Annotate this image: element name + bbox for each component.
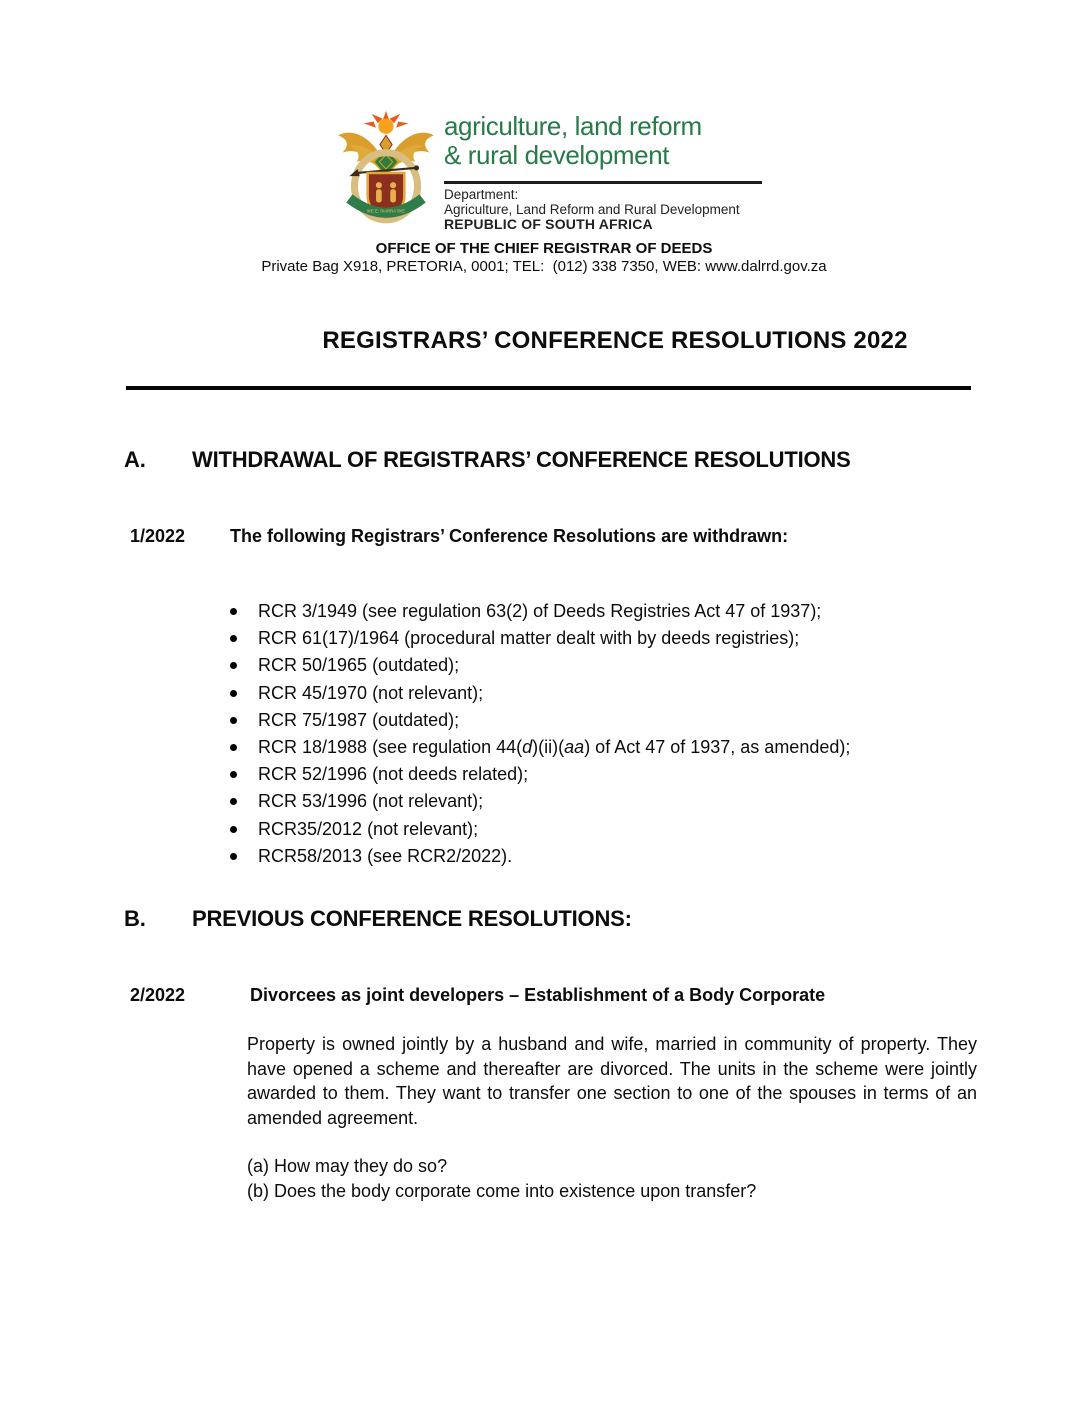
motto-text: !KE E: /XARRA //KE <box>366 208 406 214</box>
office-title: OFFICE OF THE CHIEF REGISTRAR OF DEEDS <box>375 240 713 257</box>
list-item <box>228 843 973 870</box>
list-item <box>228 816 973 843</box>
resolution-2-2022-row <box>130 985 980 1006</box>
list-item <box>228 788 973 815</box>
bullet-icon <box>230 635 237 642</box>
crest-graphic <box>336 111 436 233</box>
text-part-italic: d <box>522 737 533 758</box>
text-part: RCR 18/1988 (see regulation 44( <box>258 737 523 758</box>
section-b-heading-text: PREVIOUS CONFERENCE RESOLUTIONS: <box>192 906 632 931</box>
title-divider <box>126 386 971 390</box>
text-part-italic: aa <box>564 737 585 758</box>
resolution-number: 1/2022 <box>130 526 186 546</box>
department-identifier <box>444 187 740 232</box>
bullet-icon <box>230 853 237 860</box>
bullet-icon <box>230 826 237 833</box>
list-item-text <box>258 737 850 757</box>
list-item <box>228 652 973 679</box>
list-item <box>228 598 973 625</box>
bullet-icon <box>230 690 237 697</box>
question-a: (a) How may they do so? <box>247 1156 448 1176</box>
question-b: (b) Does the body corporate come into existence upon transfer? <box>247 1181 757 1202</box>
resolution-1-2022-row <box>130 526 980 547</box>
resolution-heading: The following Registrars’ Conference Resolutions are withdrawn: <box>230 526 789 546</box>
department-name: Agriculture, Land Reform and Rural Development <box>444 202 740 217</box>
list-item-text: RCR 53/1996 (not relevant); <box>258 791 484 812</box>
list-item-text: RCR 50/1965 (outdated); <box>258 655 460 676</box>
wordmark-divider <box>444 181 762 184</box>
bullet-icon <box>230 798 237 805</box>
south-africa-coat-of-arms-icon <box>336 111 436 233</box>
office-contact-line: Private Bag X918, PRETORIA, 0001; TEL: (012) 338 7350, WEB: www.dalrrd.gov.za <box>261 258 827 275</box>
resolution-2-2022-body: Property is owned jointly by a husband and wife, married in community of property. They have opened a scheme and thereafter are divorced. The units in the scheme were jointly awarded to them. They want to transfer one section to one of the spouses in terms of an amended agreement. <box>247 1034 977 1128</box>
bullet-icon <box>230 717 237 724</box>
resolution-heading: Divorcees as joint developers – Establishment of a Body Corporate <box>250 985 826 1005</box>
list-item-text: RCR 3/1949 (see regulation 63(2) of Deeds Registries Act 47 of 1937); <box>258 601 822 621</box>
section-b-letter: B. <box>124 906 146 931</box>
bullet-icon <box>230 744 237 751</box>
list-item-text: RCR35/2012 (not relevant); <box>258 818 479 839</box>
department-label: Department: <box>444 187 519 202</box>
list-item-text: RCR 61(17)/1964 (procedural matter dealt with by deeds registries); <box>258 628 800 649</box>
list-item <box>228 680 973 707</box>
list-item-text: RCR58/2013 (see RCR2/2022). <box>258 845 513 866</box>
text-part: )(ii)( <box>532 737 565 758</box>
bullet-icon <box>230 771 237 778</box>
bullet-icon <box>230 608 237 615</box>
list-item <box>228 707 973 734</box>
list-item <box>228 734 973 761</box>
withdrawn-resolutions-list <box>228 598 973 870</box>
text-part: ) of Act 47 of 1937, as amended); <box>584 737 851 758</box>
wordmark-line1: agriculture, land reform <box>444 111 702 141</box>
page-title: REGISTRARS’ CONFERENCE RESOLUTIONS 2022 <box>322 327 908 354</box>
section-b-heading <box>124 906 984 932</box>
list-item-text: RCR 52/1996 (not deeds related); <box>258 764 529 785</box>
wordmark-line2: & rural development <box>444 140 670 170</box>
resolution-number: 2/2022 <box>130 985 186 1005</box>
list-item-text: RCR 45/1970 (not relevant); <box>258 682 484 703</box>
department-wordmark <box>444 112 702 170</box>
bullet-icon <box>230 662 237 669</box>
section-a-heading-text: WITHDRAWAL OF REGISTRARS’ CONFERENCE RESOLUTIONS <box>192 447 851 472</box>
section-a-letter: A. <box>124 447 146 472</box>
list-item <box>228 625 973 652</box>
section-a-heading <box>124 447 984 473</box>
list-item <box>228 761 973 788</box>
resolution-2-2022-questions <box>247 1154 987 1205</box>
list-item-text: RCR 75/1987 (outdated); <box>258 709 460 730</box>
country-name: REPUBLIC OF SOUTH AFRICA <box>444 216 653 232</box>
